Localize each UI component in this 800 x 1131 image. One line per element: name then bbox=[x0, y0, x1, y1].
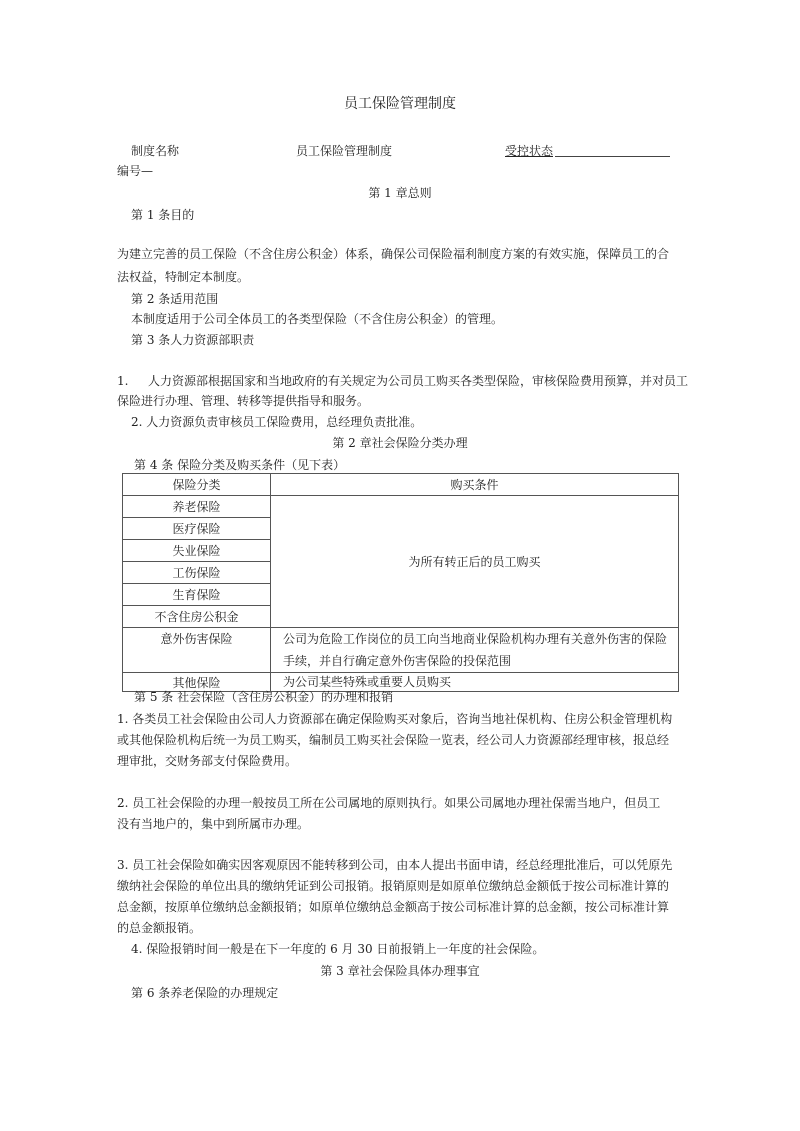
article-3-title: 第 3 条人力资源部职责 bbox=[131, 333, 255, 347]
condition-accident bbox=[271, 628, 679, 673]
condition-regular-employees: 为所有转正后的员工购买 bbox=[271, 496, 679, 628]
chapter-3-heading: 第 3 章社会保险具体办理事宜 bbox=[320, 964, 480, 978]
article-5-p1-line-1: 1. 各类员工社会保险由公司人力资源部在确定保险购买对象后，咨询当地社保机构、住房公积金管理机构 bbox=[117, 712, 673, 726]
article-5-p2-line-1: 2. 员工社会保险的办理一般按员工所在公司属地的原则执行。如果公司属地办理社保需当地户，但员工 bbox=[117, 796, 661, 810]
category-maternity: 生育保险 bbox=[123, 584, 271, 606]
policy-name-label: 制度名称 bbox=[131, 144, 180, 158]
category-work-injury: 工伤保险 bbox=[123, 562, 271, 584]
category-other: 其他保险 bbox=[123, 673, 271, 692]
article-6-title: 第 6 条养老保险的办理规定 bbox=[131, 986, 279, 1000]
article-1-title: 第 1 条目的 bbox=[131, 208, 195, 222]
table-row bbox=[123, 628, 679, 673]
article-3-item-2: 2. 人力资源负责审核员工保险费用，总经理负责批准。 bbox=[131, 415, 423, 429]
article-5-p3-line-3: 总金额，按原单位缴纳总金额报销；如原单位缴纳总金额高于按公司标准计算的总金额，按公司标准计算 bbox=[117, 900, 670, 914]
article-5-title: 第 5 条 社会保险（含住房公积金）的办理和报销 bbox=[134, 690, 394, 704]
table-header-condition: 购买条件 bbox=[271, 474, 679, 496]
category-accident: 意外伤害保险 bbox=[123, 628, 271, 673]
category-pension: 养老保险 bbox=[123, 496, 271, 518]
article-5-p3-line-1: 3. 员工社会保险如确实因客观原因不能转移到公司，由本人提出书面申请，经总经理批准后，可以凭原先 bbox=[117, 858, 673, 872]
document-title: 员工保险管理制度 bbox=[344, 96, 456, 112]
article-2-title: 第 2 条适用范围 bbox=[131, 292, 219, 306]
number-label: 编号— bbox=[117, 164, 154, 178]
condition-accident-line-2: 手续，并自行确定意外伤害保险的投保范围 bbox=[283, 654, 512, 668]
condition-accident-line-1: 公司为危险工作岗位的员工向当地商业保险机构办理有关意外伤害的保险 bbox=[283, 632, 668, 646]
table-header-row bbox=[123, 474, 679, 496]
article-5-p1-line-2: 或其他保险机构后统一为员工购买，编制员工购买社会保险一览表，经公司人力资源部经理审核，报总经 bbox=[117, 733, 670, 747]
article-1-line-1: 为建立完善的员工保险（不含住房公积金）体系，确保公司保险福利制度方案的有效实施，保障员工的合 bbox=[117, 247, 670, 261]
category-unemployment: 失业保险 bbox=[123, 540, 271, 562]
article-5-p3-line-2: 缴纳社会保险的单位出具的缴纳凭证到公司报销。报销原则是如原单位缴纳总金额低于按公司标准计算的 bbox=[117, 879, 670, 893]
article-3-item-1-line-2: 保险进行办理、管理、转移等提供指导和服务。 bbox=[117, 394, 370, 408]
insurance-table bbox=[122, 473, 679, 692]
article-1-line-2: 法权益，特制定本制度。 bbox=[117, 270, 250, 284]
article-3-item-1-line-1: 人力资源部根据国家和当地政府的有关规定为公司员工购买各类型保险，审核保险费用预算，并对员工 bbox=[148, 374, 689, 388]
category-medical: 医疗保险 bbox=[123, 518, 271, 540]
article-5-p4: 4. 保险报销时间一般是在下一年度的 6 月 30 日前报销上一年度的社会保险。 bbox=[131, 942, 545, 956]
table-row bbox=[123, 496, 679, 518]
article-5-p1-line-3: 理审批，交财务部支付保险费用。 bbox=[117, 754, 298, 768]
article-2-text: 本制度适用于公司全体员工的各类型保险（不含住房公积金）的管理。 bbox=[131, 312, 504, 326]
table-header-category: 保险分类 bbox=[123, 474, 271, 496]
condition-other: 为公司某些特殊或重要人员购买 bbox=[271, 673, 679, 692]
article-5-p2-line-2: 没有当地户的，集中到所属市办理。 bbox=[117, 817, 310, 831]
chapter-1-heading: 第 1 章总则 bbox=[368, 186, 432, 200]
control-status-label: 受控状态 bbox=[505, 144, 554, 158]
policy-name-value: 员工保险管理制度 bbox=[296, 144, 393, 158]
chapter-2-heading: 第 2 章社会保险分类办理 bbox=[332, 436, 468, 450]
control-status-blank bbox=[555, 156, 670, 157]
article-5-p3-line-4: 的总金额报销。 bbox=[117, 921, 202, 935]
article-3-item-1-number: 1. bbox=[117, 374, 129, 388]
article-4-title: 第 4 条 保险分类及购买条件（见下表） bbox=[134, 458, 346, 472]
category-no-housing-fund: 不含住房公积金 bbox=[123, 606, 271, 628]
